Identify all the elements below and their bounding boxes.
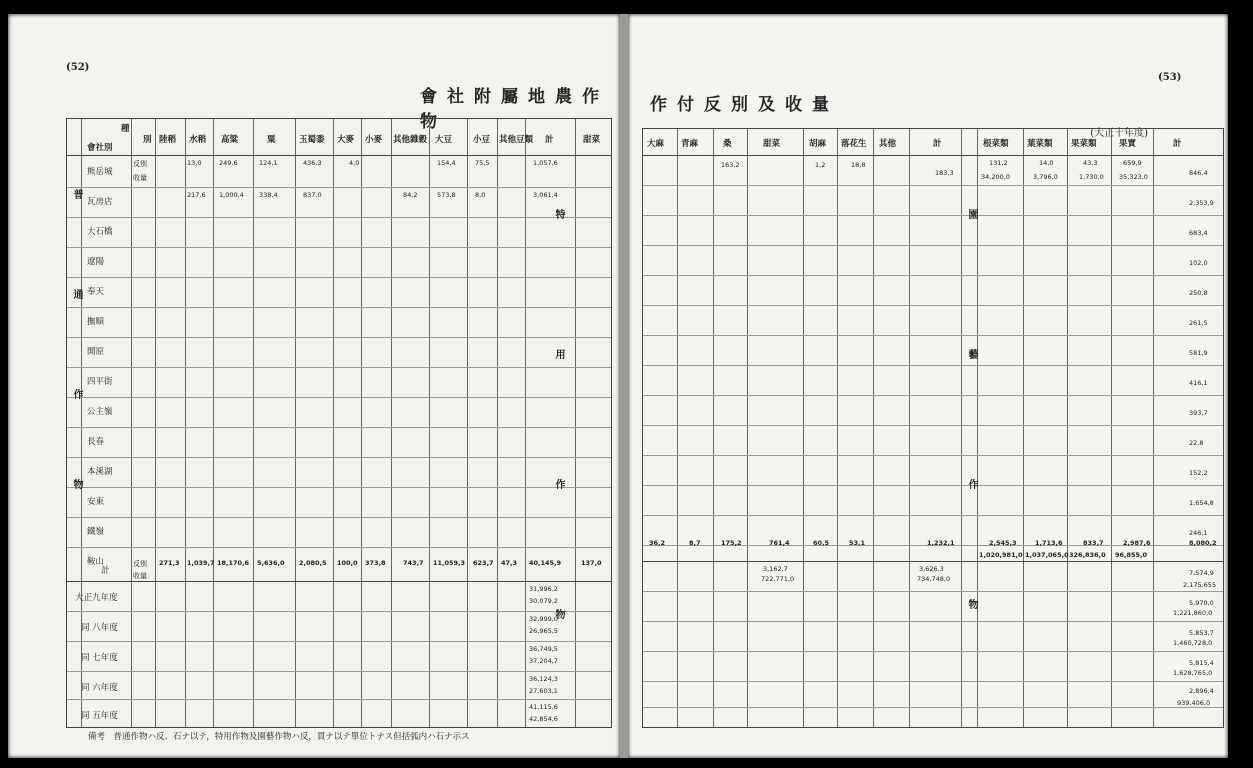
row-label: 遼陽 xyxy=(87,257,105,267)
total-value: 47,3 xyxy=(501,559,518,567)
right-total: 250,8 xyxy=(1189,289,1208,297)
row-label: 大石橋 xyxy=(87,227,113,237)
right-total: 22,8 xyxy=(1189,439,1204,447)
history-total: 26,965,5 xyxy=(529,627,558,635)
cell-value: 217,6 xyxy=(187,191,206,199)
total-value: 1,713,6 xyxy=(1035,539,1063,547)
history-value: 3,162,7 xyxy=(763,565,788,573)
col-header: 青麻 xyxy=(681,139,699,149)
history-total: 41,115,6 xyxy=(529,703,558,711)
row-label: 公主嶺 xyxy=(87,407,113,417)
right-page xyxy=(628,14,1228,758)
col-header: 果菜類 xyxy=(1071,139,1097,149)
cell-value: 163,2 xyxy=(721,161,740,169)
total-value: 137,0 xyxy=(581,559,602,567)
right-total: 393,7 xyxy=(1189,409,1208,417)
cell-value: 18,8 xyxy=(851,161,866,169)
history-total: 32,999,0 xyxy=(529,615,558,623)
total-value: 2,987,6 xyxy=(1123,539,1151,547)
unit-label: 收量 xyxy=(133,572,147,580)
unit-label: 反別 xyxy=(133,160,147,168)
cell-value: 43,3 xyxy=(1083,159,1098,167)
col-header: 大麥 xyxy=(337,135,355,145)
total-row-value: 175,2 xyxy=(721,539,742,547)
total-value: 5,636,0 xyxy=(257,559,285,567)
history-value: 939,406,0 xyxy=(1177,699,1211,707)
col-header: 計 xyxy=(545,135,554,145)
cell-value: 3,796,0 xyxy=(1033,173,1058,181)
unit-label: 收量 xyxy=(133,174,147,182)
col-header: 大豆 xyxy=(435,135,453,145)
history-value: 5,970,0 xyxy=(1189,599,1214,607)
total-value: 1,039,7 xyxy=(187,559,215,567)
total-value: 2,080,5 xyxy=(299,559,327,567)
history-value: 1,221,860,0 xyxy=(1173,609,1213,617)
side-label: 物 xyxy=(966,599,977,609)
side-label: 作 xyxy=(553,479,564,489)
total-row-value: 60,5 xyxy=(813,539,830,547)
cell-value: 124,1 xyxy=(259,159,278,167)
history-value: 3,626,3 xyxy=(919,565,944,573)
total-value: 8,080,2 xyxy=(1189,539,1217,547)
footnote: 備考 普通作物ハ反、石ナ以テ，特用作物及園藝作物ハ反，貫ナ以テ單位トナス但括弧内ハ石ナ示ス xyxy=(88,732,470,742)
corner-header-type: 別 xyxy=(143,135,152,145)
cell-value: 338,4 xyxy=(259,191,278,199)
right-total: 261,5 xyxy=(1189,319,1208,327)
col-header: 計 xyxy=(933,139,942,149)
total-value: 18,170,6 xyxy=(217,559,250,567)
cell-value: 14,0 xyxy=(1039,159,1054,167)
side-label: 物 xyxy=(71,479,82,489)
right-total: 1,654,8 xyxy=(1189,499,1214,507)
history-value: 5,815,4 xyxy=(1189,659,1214,667)
history-value: 7,574,9 xyxy=(1189,569,1214,577)
cell-value: 13,0 xyxy=(187,159,202,167)
col-header: 葉菜類 xyxy=(1027,139,1053,149)
corner-header-kind: 種 xyxy=(121,124,130,134)
history-total: 36,749,5 xyxy=(529,645,558,653)
col-header: 大麻 xyxy=(647,139,665,149)
history-value: 734,748,0 xyxy=(917,575,951,583)
cell-value: 154,4 xyxy=(437,159,456,167)
row-label: 鐵嶺 xyxy=(87,527,105,537)
cell-value: 436,3 xyxy=(303,159,322,167)
total-value: 1,020,981,0 xyxy=(979,551,1023,559)
row-label: 熊岳城 xyxy=(87,167,113,177)
cell-value: 34,200,0 xyxy=(981,173,1010,181)
col-header: 其他 xyxy=(879,139,897,149)
right-total: 102,0 xyxy=(1189,259,1208,267)
row-label: 鞍山 xyxy=(87,557,105,567)
row-label: 開原 xyxy=(87,347,105,357)
total-value: 1,037,065,0 xyxy=(1025,551,1069,559)
col-header: 小麥 xyxy=(365,135,383,145)
cell-value: 84,2 xyxy=(403,191,418,199)
total-value: 100,0 xyxy=(337,559,358,567)
left-page-number: (52) xyxy=(66,62,90,73)
total-value: 96,855,0 xyxy=(1115,551,1148,559)
history-label: 同 六年度 xyxy=(81,683,118,693)
col-header: 甜菜 xyxy=(583,135,601,145)
cell-value: 3,061,4 xyxy=(533,191,558,199)
total-value: 833,7 xyxy=(1083,539,1104,547)
cell-value: 8,0 xyxy=(475,191,486,199)
col-header: 小豆 xyxy=(473,135,491,145)
cell-value: 1,000,4 xyxy=(219,191,244,199)
total-value: 623,7 xyxy=(473,559,494,567)
cell-value: 131,2 xyxy=(989,159,1008,167)
right-total: 416,1 xyxy=(1189,379,1208,387)
side-label: 作 xyxy=(71,389,82,399)
right-total: 581,9 xyxy=(1189,349,1208,357)
left-page xyxy=(8,14,620,758)
history-total: 31,996,2 xyxy=(529,585,558,593)
col-header: 其他雜穀 xyxy=(393,135,428,145)
total-row-value: 761,4 xyxy=(769,539,790,547)
cell-value: 249,6 xyxy=(219,159,238,167)
right-table xyxy=(642,128,1224,728)
col-header: 果實 xyxy=(1119,139,1137,149)
history-label: 同 七年度 xyxy=(81,653,118,663)
history-label: 大正九年度 xyxy=(75,593,118,603)
row-label: 撫順 xyxy=(87,317,105,327)
right-page-number: (53) xyxy=(1158,72,1182,83)
total-row-label: 計 xyxy=(101,566,110,576)
total-value: 11,059,3 xyxy=(433,559,466,567)
history-value: 1,460,728,0 xyxy=(1173,639,1213,647)
history-label: 同 五年度 xyxy=(81,711,118,721)
left-page-title: 會社附屬地農作物 xyxy=(420,87,609,132)
col-header: 落花生 xyxy=(841,139,867,149)
history-value: 2,896,4 xyxy=(1189,687,1214,695)
col-header: 粟 xyxy=(267,135,276,145)
total-value: 326,836,0 xyxy=(1069,551,1106,559)
side-label: 物 xyxy=(553,609,564,619)
col-header: 水稻 xyxy=(189,135,207,145)
cell-value: 573,8 xyxy=(437,191,456,199)
side-label: 園 xyxy=(966,209,977,219)
left-table xyxy=(66,118,612,728)
cell-value: 1,730,0 xyxy=(1079,173,1104,181)
total-row-value: 1,232,1 xyxy=(927,539,955,547)
total-value: 743,7 xyxy=(403,559,424,567)
row-label: 四平街 xyxy=(87,377,113,387)
side-label: 藝 xyxy=(966,349,977,359)
book-gutter xyxy=(620,14,628,758)
cell-value: 1,057,6 xyxy=(533,159,558,167)
col-header: 桑 xyxy=(723,139,732,149)
cell-value: 837,0 xyxy=(303,191,322,199)
row-label: 瓦房店 xyxy=(87,197,113,207)
col-header: 其他豆類 xyxy=(499,135,534,145)
row-label: 奉天 xyxy=(87,287,105,297)
total-value: 2,545,3 xyxy=(989,539,1017,547)
cell-value: 659,9 xyxy=(1123,159,1142,167)
total-row-value: 8,7 xyxy=(689,539,701,547)
side-label: 普 xyxy=(71,189,82,199)
total-row-value: 53,1 xyxy=(849,539,866,547)
history-label: 同 八年度 xyxy=(81,623,118,633)
history-value: 722,771,0 xyxy=(761,575,795,583)
row-label: 本溪湖 xyxy=(87,467,113,477)
history-total: 37,204,7 xyxy=(529,657,558,665)
history-total: 27,603,1 xyxy=(529,687,558,695)
right-total: 683,4 xyxy=(1189,229,1208,237)
cell-value: 75,5 xyxy=(475,159,490,167)
col-header: 根菜類 xyxy=(983,139,1009,149)
cell-value: 35,323,0 xyxy=(1119,173,1148,181)
cell-value: 1,2 xyxy=(815,161,826,169)
history-value: 5,853,7 xyxy=(1189,629,1214,637)
cell-value: 4,0 xyxy=(349,159,360,167)
right-page-title: 作付反別及收量 xyxy=(650,95,839,115)
col-header: 甜菜 xyxy=(763,139,781,149)
row-label: 安東 xyxy=(87,497,105,507)
corner-header-company: 會社別 xyxy=(87,143,113,153)
col-header: 玉蜀黍 xyxy=(299,135,325,145)
total-value: 271,3 xyxy=(159,559,180,567)
cell-value: 183,3 xyxy=(935,169,954,177)
history-total: 36,124,3 xyxy=(529,675,558,683)
total-row-value: 36,2 xyxy=(649,539,666,547)
history-value: 1,628,765,0 xyxy=(1173,669,1213,677)
side-label: 作 xyxy=(966,479,977,489)
history-total: 42,854,6 xyxy=(529,715,558,723)
unit-label: 反別 xyxy=(133,560,147,568)
side-label: 通 xyxy=(71,289,82,299)
col-header: 計 xyxy=(1173,139,1182,149)
total-value: 373,8 xyxy=(365,559,386,567)
cell-value: 846,4 xyxy=(1189,169,1208,177)
right-total: 152,2 xyxy=(1189,469,1208,477)
row-label: 長春 xyxy=(87,437,105,447)
total-value: 40,145,9 xyxy=(529,559,562,567)
right-total: 246,1 xyxy=(1189,529,1208,537)
right-total: 2,353,9 xyxy=(1189,199,1214,207)
side-label: 用 xyxy=(553,349,564,359)
history-total: 30,079,2 xyxy=(529,597,558,605)
fiscal-year: (大正十年度) xyxy=(1090,128,1148,139)
col-header: 胡麻 xyxy=(809,139,827,149)
history-value: 2,175,655 xyxy=(1183,581,1217,589)
side-label: 特 xyxy=(553,209,564,219)
col-header: 高粱 xyxy=(221,135,239,145)
col-header: 陸稻 xyxy=(159,135,177,145)
